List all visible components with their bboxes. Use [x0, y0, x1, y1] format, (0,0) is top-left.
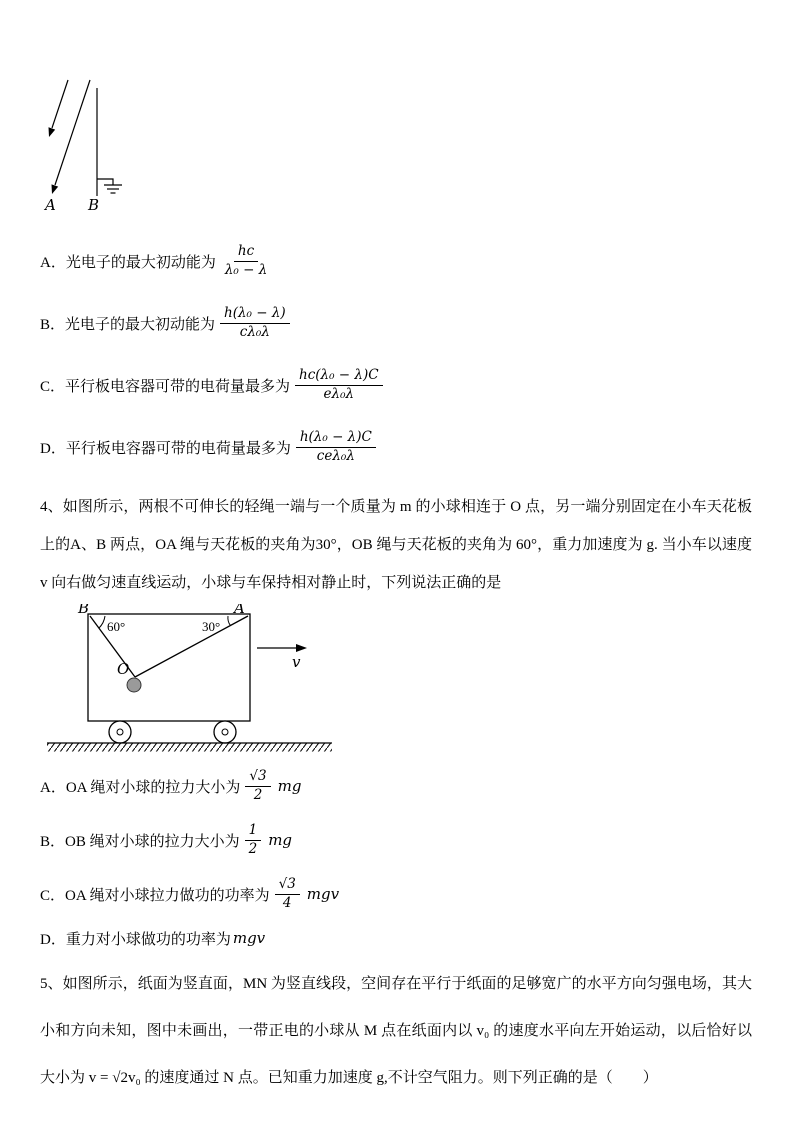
fraction — [296, 429, 376, 465]
option-b-text: B．光电子的最大初动能为 — [40, 316, 216, 333]
question-5-text: 5、如图所示，纸面为竖直面，MN 为竖直线段，空间存在平行于纸面的足够宽广的水平方向匀强电场，其大小和方向未知，图中未画出，一带正电的小球从 M 点在纸面内以 v₀ 的速度水平向左开始运动，以后恰好以大小为 v = √2v₀ 的速度通过 N 点。已知重力加速度 g,不计空气阻力。则下列正确的是（ ） — [40, 976, 752, 1086]
option-a-suffix: mg — [277, 777, 302, 795]
option-a-text: A．OA 绳对小球的拉力大小为 — [40, 779, 241, 796]
angle-arc-a — [228, 616, 231, 626]
option-a-text: A．光电子的最大初动能为 — [40, 254, 216, 271]
fraction-numerator: √3 — [245, 768, 270, 787]
fraction — [245, 822, 262, 858]
ball — [127, 678, 141, 692]
option-b-text: B．OB 绳对小球的拉力大小为 — [40, 833, 240, 850]
question-4-text: 4、如图所示，两根不可伸长的轻绳一端与一个质量为 m 的小球相连于 O 点，另一端分别固定在小车天花板上的A、B 两点，OA 绳与天花板的夹角为30°，OB 绳与天花板的夹角为 60°，重力加速度为 g. 当小车以速度 v 向右做匀速直线运动，小球与车保持相对静止时，下列说法正确的是 — [40, 499, 752, 591]
option-row-a — [40, 240, 752, 282]
fraction-numerator: hc — [234, 243, 258, 262]
corner-a-label: A — [234, 604, 245, 617]
rope-oa — [135, 616, 248, 677]
plate-a-label: A — [45, 196, 56, 214]
fraction-denominator: 2 — [248, 840, 258, 857]
fraction-denominator: 4 — [282, 894, 292, 911]
option-row-b — [40, 819, 752, 861]
option-row-c — [40, 873, 752, 915]
plate-b-label: B — [88, 196, 100, 214]
option-d-suffix: mgv — [232, 929, 266, 947]
question-3-options — [40, 240, 752, 468]
fraction — [221, 243, 271, 279]
fraction — [245, 768, 270, 804]
cart-diagram — [45, 604, 345, 756]
option-row-c — [40, 364, 752, 406]
ground-hatching — [47, 744, 332, 752]
corner-b-label: B — [78, 604, 90, 617]
fraction-denominator: ceλ₀λ — [316, 447, 355, 464]
ray-1-arrowhead-icon — [49, 127, 56, 137]
ray-2-arrowhead-icon — [52, 184, 59, 194]
question-4-options — [40, 765, 752, 949]
fraction-denominator: 2 — [253, 786, 263, 803]
light-ray-1 — [52, 80, 68, 128]
fraction-denominator: eλ₀λ — [323, 385, 355, 402]
wheel-left — [109, 721, 131, 743]
angle-arc-b — [99, 616, 105, 628]
option-d-text: D．平行板电容器可带的电荷量最多为 — [40, 440, 291, 457]
option-b-suffix: mg — [268, 831, 293, 849]
option-c-text: C．平行板电容器可带的电荷量最多为 — [40, 378, 291, 395]
option-row-d — [40, 927, 752, 949]
point-o-label: O — [117, 660, 130, 678]
wheel-right — [214, 721, 236, 743]
option-d-text: D．重力对小球做功的功率为 — [40, 931, 231, 948]
fraction-denominator: cλ₀λ — [239, 323, 270, 340]
option-row-a — [40, 765, 752, 807]
option-row-d — [40, 426, 752, 468]
fraction — [220, 305, 290, 341]
light-ray-2 — [55, 80, 90, 185]
velocity-arrowhead-icon — [296, 644, 307, 652]
cart-figure — [45, 604, 752, 761]
fraction-numerator: h(λ₀ − λ)C — [296, 429, 376, 448]
photoelectric-figure — [42, 78, 752, 228]
option-c-suffix: mgv — [306, 885, 340, 903]
photoelectric-diagram — [42, 78, 182, 223]
fraction — [295, 367, 383, 403]
option-c-text: C．OA 绳对小球拉力做功的功率为 — [40, 887, 270, 904]
ground-wire — [97, 179, 113, 185]
angle-b-label: 60° — [107, 619, 126, 634]
fraction-numerator: 1 — [245, 822, 262, 841]
fraction-denominator: λ₀ − λ — [224, 261, 268, 278]
fraction-numerator: √3 — [275, 876, 300, 895]
fraction-numerator: h(λ₀ − λ) — [220, 305, 290, 324]
angle-a-label: 30° — [202, 619, 221, 634]
fraction-numerator: hc(λ₀ − λ)C — [295, 367, 383, 386]
option-row-b — [40, 302, 752, 344]
fraction — [275, 876, 300, 912]
velocity-label: v — [292, 653, 301, 671]
